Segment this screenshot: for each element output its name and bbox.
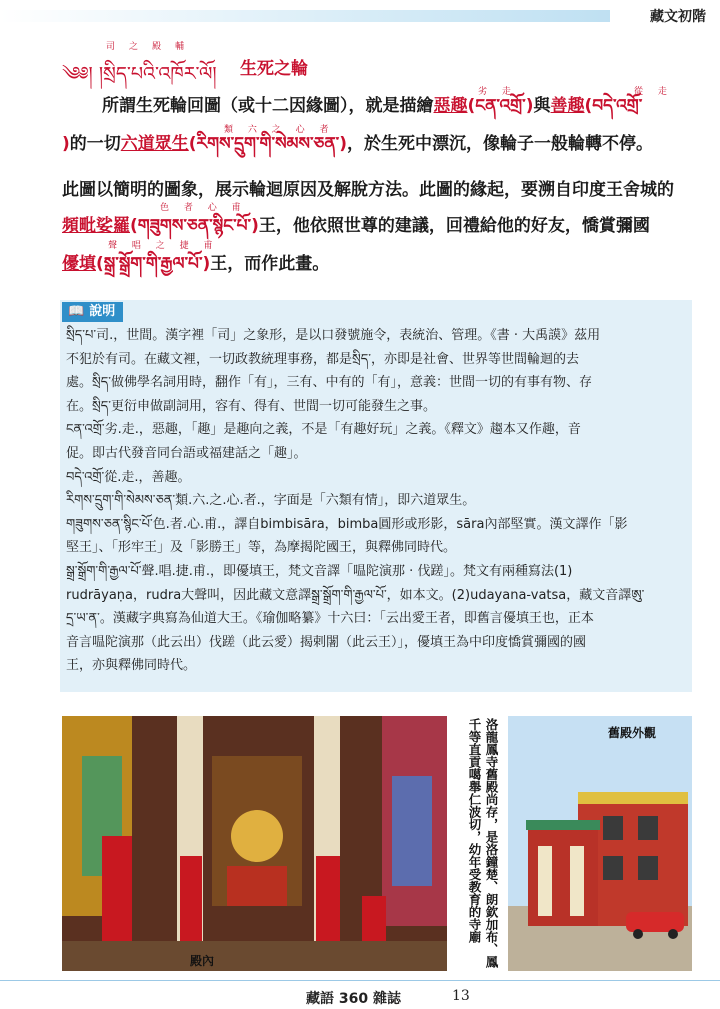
term-bimbisara: 頻毗娑羅 [62, 216, 130, 236]
magazine-name: 藏語 360 雜誌 [306, 991, 401, 1007]
tib-bimbisara: (གཟུགས་ཅན་སྙིང་པོ་) [130, 216, 259, 236]
paragraph-1 [62, 88, 692, 124]
title-chinese: 生死之輪 [240, 59, 308, 79]
note-line: དྲ་ཡ་ན་。漢藏字典寫為仙道大王。《瑜伽略纂》十六曰：「云出愛王者，即舊言優填王也，正本 [66, 611, 594, 627]
note-line: 在。སྲིད་更衍申做副詞用，容有、得有、世間一切可能發生之事。 [66, 398, 437, 414]
term-good-path: 善趣 [550, 96, 585, 116]
title-ruby: 司之殿輔 [106, 42, 199, 52]
notes-text [66, 324, 690, 678]
p1-text-a: 所謂生死輪回圖（或十二因緣圖），就是描繪 [102, 96, 434, 116]
series-title: 藏文初階 [650, 9, 706, 25]
ruby-six-realms: 類 六 之 心 者 [224, 125, 335, 135]
note-line: 處。སྲིད་做佛學名詞用時，翻作「有」，三有、中有的「有」，意義：世間一切的有事有物、存 [66, 375, 593, 391]
ruby-bimbisara: 色 者 心 甫 [160, 203, 247, 213]
book-icon: 📖 [68, 304, 85, 319]
note-line: གཟུགས་ཅན་སྙིང་པོ་色.者.心.甫.，譯自bimbisāra，bimba圓形或形影，sāra內部堅實。漢文譯作「影 [66, 516, 628, 532]
p2-text-a: 此圖以簡明的圖象，展示輪迴原因及解脫方法。此圖的緣起，要溯自印度王舍城的 [62, 180, 674, 200]
note-line: བདེ་འགྲོ་從.走.，善趣。 [66, 469, 191, 485]
note-line: སྲིད་པ་司.，世間。漢字裡「司」之象形，是以口發號施令，表統治、管理。《書 · 大禹謨》茲用 [66, 328, 601, 343]
page-footer [0, 980, 720, 1009]
p1-close-paren: ) [62, 134, 70, 154]
page-number: 13 [452, 988, 470, 1004]
note-line: སྒྲ་སྒྲོག་གི་རྒྱལ་པོ་聲.唱.捷.甫.，即優填王，梵文音譯「嗢陀演那 · 伐蹉」。梵文有兩種寫法(1) [66, 563, 573, 579]
term-evil-path: 惡趣 [433, 96, 468, 116]
ruby-evil-path: 劣 走 [478, 87, 517, 97]
footer-rule [0, 980, 720, 981]
term-six-realms: 六道眾生 [120, 134, 189, 154]
notes-label-text: 說明 [89, 304, 116, 319]
ruby-udayana: 聲 唱 之 捷 甫 [108, 241, 219, 251]
tib-udayana: (སྒྲ་སྒྲོག་གི་རྒྱལ་པོ་) [96, 254, 211, 274]
note-line: 不犯於有司。在藏文裡，一切政教統理事務，都是སྲིད་，亦即是社會、世界等世間輪迴的去 [66, 351, 580, 367]
header-stripe [0, 10, 610, 22]
note-line: rudrāyaṇa，rudra大聲叫，因此藏文意譯སྒྲ་སྒྲོག་གི་རྒྱལ་པོ་，如本文。(2)udayana-vatsa，藏文音譯ཨུ་ [66, 587, 645, 603]
paragraph-1-cont [62, 126, 692, 162]
tib-six-realms: (རིགས་དྲུག་གི་སེམས་ཅན་) [188, 134, 348, 154]
section-title [62, 40, 682, 84]
vertical-caption: 洛龍鳳寺舊殿尚存，是洛鐘楚、朗欽加布、鳳千等直貢噶舉仁波切，幼年受教育的寺廟 [467, 718, 499, 968]
note-line: 促。即古代發音同台語或福建話之「趣」。 [66, 445, 307, 461]
note-line: 音言嗢陀演那（此云出）伐蹉（此云愛）揭剌闍（此云王）」，優填王為中印度憍賞彌國的國 [66, 634, 587, 650]
temple-exterior-photo [508, 716, 692, 971]
title-tibetan: ༄༅། །སྲིད་པའི་འཁོར་ལོ། [62, 63, 217, 85]
p1-text-mid: 與 [533, 96, 551, 116]
note-line: ངན་འགྲོ་劣.走.，惡趣，「趣」是趣向之義，不是「有趣好玩」之義。《釋文》趨本又作趣，音 [66, 422, 581, 438]
tib-good-path: (བདེ་འགྲོ་ [584, 96, 643, 116]
p2-text-b: 王，他依照世尊的建議，回禮給他的好友，憍賞彌國 [258, 216, 650, 236]
interior-caption: 殿內 [190, 954, 215, 968]
temple-interior-illustration [62, 716, 447, 971]
paragraph-2-end [62, 246, 692, 282]
paragraph-2 [62, 172, 692, 208]
p1-text-b: 的一切 [69, 134, 121, 154]
ruby-good-path: 從 走 [634, 87, 673, 97]
tib-evil-path: (ངན་འགྲོ་) [467, 96, 534, 116]
notes-label [62, 302, 123, 322]
note-line: 堅王」、「形牢王」及「影勝王」等，為摩揭陀國王，與釋佛同時代。 [66, 540, 457, 556]
term-udayana: 優填 [62, 254, 96, 274]
p1-text-c: ，於生死中漂沉，像輪子一般輪轉不停。 [347, 134, 654, 154]
exterior-caption: 舊殿外觀 [608, 726, 657, 740]
note-line: 王，亦與釋佛同時代。 [66, 658, 197, 674]
p2-text-c: 王，而作此畫。 [210, 254, 330, 274]
temple-interior-photo [62, 716, 447, 971]
temple-exterior-illustration [508, 716, 692, 971]
top-bar [0, 0, 720, 30]
note-line: རིགས་དྲུག་གི་སེམས་ཅན་類.六.之.心.者.，字面是「六類有情」，即六道眾生。 [66, 493, 476, 509]
